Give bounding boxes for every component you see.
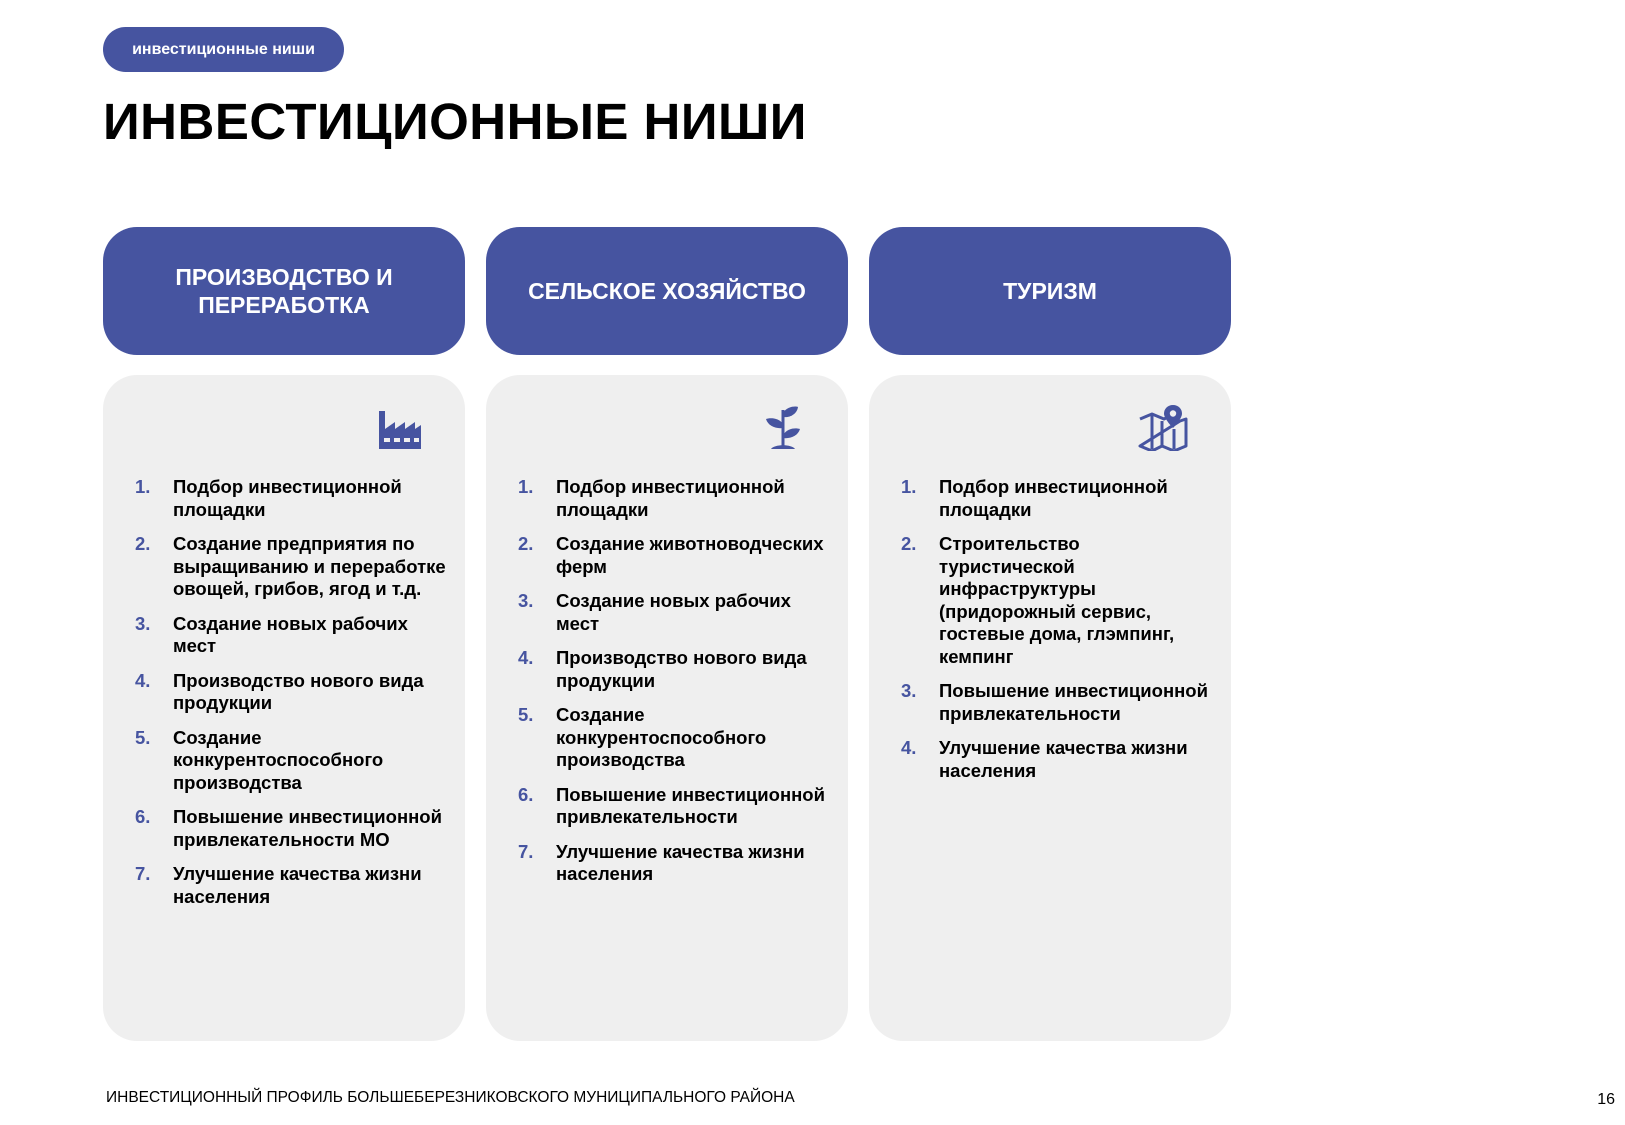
column-production: [103, 227, 465, 907]
item-text: Строительство туристической инфраструктуры (придорожный сервис, гостевые дома, глэмпинг, кемпинг: [939, 533, 1175, 667]
list-item: [103, 863, 465, 908]
item-number: 3.: [901, 680, 917, 701]
item-number: 5.: [135, 726, 151, 748]
item-number: 4.: [518, 647, 534, 668]
item-number: 5.: [518, 704, 534, 725]
item-text: Подбор инвестиционной площадки: [556, 476, 785, 520]
list-item: [486, 533, 848, 578]
sprout-icon: [760, 405, 806, 451]
column-card: [103, 375, 465, 1041]
list-item: [103, 806, 465, 851]
item-list: [103, 476, 465, 920]
item-text: Подбор инвестиционной площадки: [173, 476, 402, 520]
item-text: Производство нового вида продукции: [173, 669, 424, 713]
factory-icon: [377, 405, 423, 451]
list-item: [486, 590, 848, 635]
item-text: Улучшение качества жизни населения: [556, 840, 805, 884]
item-text: Создание новых рабочих мест: [556, 590, 791, 634]
page-number: 16: [1597, 1091, 1615, 1108]
column-header: ПРОИЗВОДСТВО И ПЕРЕРАБОТКА: [103, 227, 465, 355]
item-number: 1.: [135, 476, 151, 497]
item-text: Повышение инвестиционной привлекательности: [556, 783, 825, 827]
list-item: [869, 533, 1231, 668]
list-item: [486, 841, 848, 886]
list-item: [103, 476, 465, 521]
list-item: [103, 727, 465, 795]
item-number: 7.: [135, 863, 151, 884]
list-item: [869, 476, 1231, 521]
item-number: 4.: [135, 669, 151, 691]
list-item: [869, 737, 1231, 782]
item-number: 3.: [135, 612, 151, 634]
item-text: Подбор инвестиционной площадки: [939, 476, 1168, 520]
item-number: 2.: [518, 533, 534, 554]
item-text: Улучшение качества жизни населения: [173, 863, 422, 907]
item-text: Создание предприятия по выращиванию и переработке овощей, грибов, ягод и т.д.: [173, 533, 446, 599]
item-number: 2.: [901, 533, 917, 554]
column-agriculture: [486, 227, 848, 884]
list-item: [869, 680, 1231, 725]
item-number: 6.: [518, 783, 534, 805]
item-number: 6.: [135, 806, 151, 827]
column-header: ТУРИЗМ: [869, 227, 1231, 355]
list-item: [103, 613, 465, 658]
item-number: 4.: [901, 737, 917, 758]
list-item: [103, 670, 465, 715]
column-card: [869, 375, 1231, 1041]
column-card: [486, 375, 848, 1041]
item-number: 2.: [135, 533, 151, 554]
item-text: Создание конкурентоспособного производства: [173, 726, 384, 793]
list-item: [486, 784, 848, 829]
item-text: Создание новых рабочих мест: [173, 612, 408, 656]
item-list: [869, 476, 1231, 794]
list-item: [486, 476, 848, 521]
item-text: Повышение инвестиционной привлекательности: [939, 680, 1208, 724]
list-item: [103, 533, 465, 601]
section-tag: инвестиционные ниши: [103, 27, 344, 72]
column-tourism: [869, 227, 1231, 781]
column-header: СЕЛЬСКОЕ ХОЗЯЙСТВО: [486, 227, 848, 355]
item-text: Производство нового вида продукции: [556, 647, 807, 691]
list-item: [486, 704, 848, 772]
item-list: [486, 476, 848, 898]
item-text: Создание конкурентоспособного производства: [556, 704, 767, 770]
item-text: Создание животноводческих ферм: [556, 533, 824, 577]
item-number: 1.: [518, 476, 534, 497]
item-text: Повышение инвестиционной привлекательности МО: [173, 806, 442, 850]
item-number: 7.: [518, 840, 534, 862]
item-number: 1.: [901, 476, 917, 497]
page-title: ИНВЕСТИЦИОННЫЕ НИШИ: [103, 93, 807, 150]
map-pin-icon: [1137, 405, 1189, 451]
footer-caption: ИНВЕСТИЦИОННЫЙ ПРОФИЛЬ БОЛЬШЕБЕРЕЗНИКОВСКОГО МУНИЦИПАЛЬНОГО РАЙОНА: [106, 1089, 795, 1106]
list-item: [486, 647, 848, 692]
item-number: 3.: [518, 590, 534, 611]
item-text: Улучшение качества жизни населения: [939, 737, 1188, 781]
